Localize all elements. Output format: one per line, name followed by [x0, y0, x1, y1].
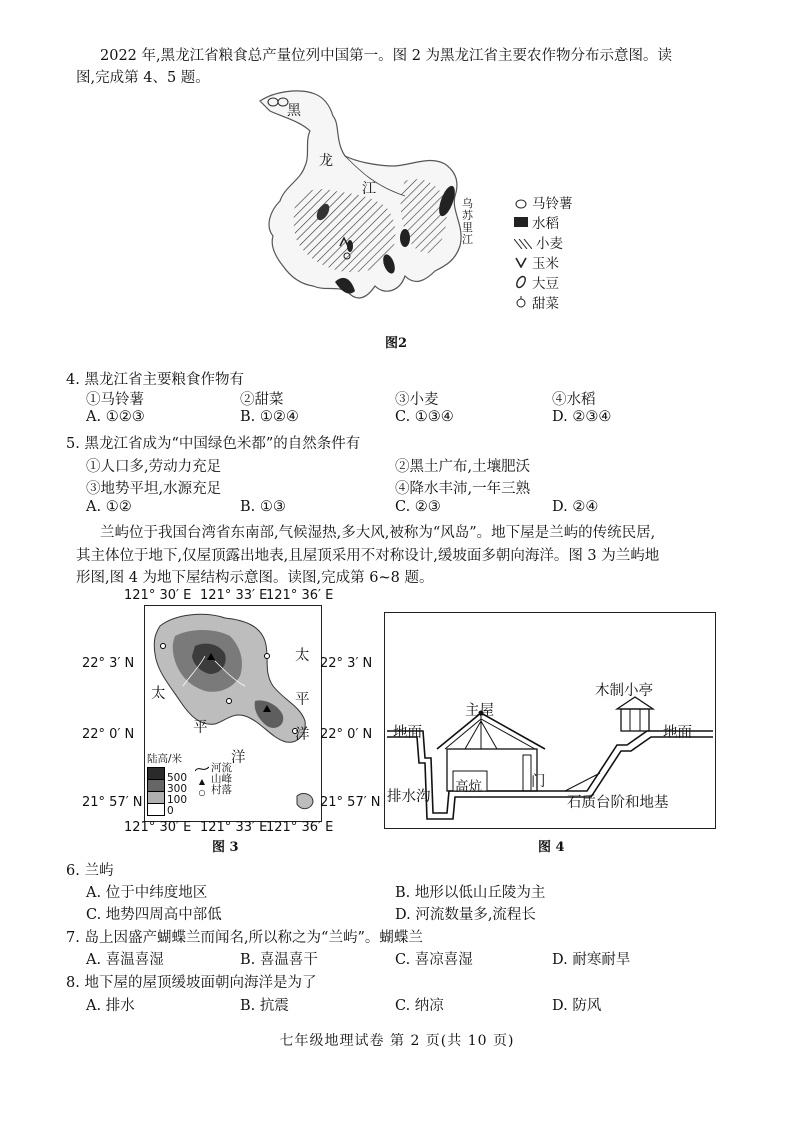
- corn-icon: [514, 256, 528, 268]
- fig3-lat-right-2: 22° 0′ N: [320, 727, 373, 742]
- heilongjiang-crop-map: [255, 86, 495, 326]
- potato-icon: [514, 197, 528, 207]
- q4-stem: 4. 黑龙江省主要粮食作物有: [66, 372, 244, 388]
- legend-wheat: 小麦: [514, 232, 563, 252]
- q5-item-2: ②黑土广布,土壤肥沃: [395, 459, 531, 475]
- fig3-lon-bottom-3: 121° 36′ E: [266, 820, 334, 835]
- legend-beet: 甜菜: [514, 292, 559, 312]
- q5-option-c[interactable]: C. ②③: [395, 499, 441, 515]
- beet-icon: [514, 296, 528, 308]
- river-icon: [195, 765, 209, 773]
- fig3-lat-right-1: 22° 3′ N: [320, 656, 373, 671]
- fig2-caption: 图2: [385, 336, 408, 351]
- fig3-legend-title: 陆高/米: [147, 753, 183, 765]
- fig2-legend: [514, 192, 614, 322]
- rice-icon: [514, 217, 528, 227]
- q4-option-c[interactable]: C. ①③④: [395, 409, 454, 425]
- label-drain: 排水沟: [387, 789, 431, 805]
- sea-right-ping: 平: [295, 692, 310, 708]
- q4-item-3: ③小麦: [395, 392, 439, 408]
- q7-option-a[interactable]: A. 喜温喜湿: [86, 952, 164, 968]
- map-label-long: 龙: [319, 153, 333, 169]
- label-main-house: 主屋: [465, 703, 494, 719]
- map-label-wusuli: 乌 苏 里 江: [462, 197, 473, 246]
- q7-option-b[interactable]: B. 喜温喜干: [240, 952, 318, 968]
- q5-stem: 5. 黑龙江省成为“中国绿色米都”的自然条件有: [66, 436, 361, 452]
- sea-left-ping: 平: [193, 720, 208, 736]
- legend-corn: 玉米: [514, 252, 559, 272]
- q4-option-b[interactable]: B. ①②④: [240, 409, 299, 425]
- intro1-line2: 图,完成第 4、5 题。: [76, 70, 210, 86]
- q7-option-c[interactable]: C. 喜凉喜湿: [395, 952, 473, 968]
- soybean-icon: [514, 275, 528, 289]
- q8-stem: 8. 地下屋的屋顶缓坡面朝向海洋是为了: [66, 975, 317, 991]
- q8-option-a[interactable]: A. 排水: [86, 998, 135, 1014]
- label-steps: 石质台阶和地基: [567, 795, 669, 811]
- fig3-level-100: 100: [167, 794, 188, 806]
- intro2-line1: 兰屿位于我国台湾省东南部,气候湿热,多大风,被称为“风岛”。地下屋是兰屿的传统民居,: [100, 525, 656, 541]
- fig3-lon-top-1: 121° 30′ E: [124, 588, 192, 603]
- fig3-caption: 图 3: [212, 840, 239, 855]
- fig3-symbol-legend: 河流 ▲ 山峰 ○ 村落: [195, 763, 232, 796]
- sea-right-yang: 洋: [295, 727, 310, 743]
- q5-item-3: ③地势平坦,水源充足: [86, 481, 222, 497]
- fig3-lat-left-3: 21° 57′ N: [82, 795, 143, 810]
- q6-option-c[interactable]: C. 地势四周高中部低: [86, 907, 222, 923]
- peak-icon: ▲: [198, 776, 206, 786]
- q8-option-d[interactable]: D. 防风: [552, 998, 602, 1014]
- intro1-line1: 2022 年,黑龙江省粮食总产量位列中国第一。图 2 为黑龙江省主要农作物分布示意图。读: [100, 48, 673, 64]
- q6-option-d[interactable]: D. 河流数量多,流程长: [395, 907, 536, 923]
- q7-stem: 7. 岛上因盛产蝴蝶兰而闻名,所以称之为“兰屿”。蝴蝶兰: [66, 930, 423, 946]
- q4-option-a[interactable]: A. ①②③: [86, 409, 145, 425]
- fig3-level-500: 500: [167, 772, 188, 784]
- q6-option-a[interactable]: A. 位于中纬度地区: [86, 885, 208, 901]
- fig3-lat-left-2: 22° 0′ N: [82, 727, 135, 742]
- map-label-jiang: 江: [362, 181, 376, 197]
- q5-option-d[interactable]: D. ②④: [552, 499, 599, 515]
- fig3-lon-top-2: 121° 33′ E: [200, 588, 268, 603]
- wheat-icon: [514, 237, 532, 247]
- q5-item-1: ①人口多,劳动力充足: [86, 459, 222, 475]
- fig3-lon-bottom-1: 121° 30′ E: [124, 820, 192, 835]
- fig3-lat-left-1: 22° 3′ N: [82, 656, 135, 671]
- legend-soybean: 大豆: [514, 272, 559, 292]
- label-bed: 高炕: [455, 779, 482, 795]
- fig3-lon-bottom-2: 121° 33′ E: [200, 820, 268, 835]
- q5-option-a[interactable]: A. ①②: [86, 499, 132, 515]
- q5-option-b[interactable]: B. ①③: [240, 499, 286, 515]
- sea-left-tai: 太: [151, 686, 166, 702]
- label-ground-left: 地面: [393, 725, 422, 741]
- lanyu-terrain-map: [144, 605, 322, 822]
- fig4-caption: 图 4: [538, 840, 565, 855]
- label-door: 门: [531, 774, 546, 790]
- q4-item-4: ④水稻: [552, 392, 596, 408]
- q8-option-b[interactable]: B. 抗震: [240, 998, 289, 1014]
- q8-option-c[interactable]: C. 纳凉: [395, 998, 444, 1014]
- village-icon: ○: [198, 787, 206, 797]
- map-label-hei: 黑: [287, 103, 301, 119]
- fig3-lat-right-3: 21° 57′ N: [320, 795, 381, 810]
- underground-house-diagram: [384, 612, 716, 829]
- legend-rice: 水稻: [514, 212, 559, 232]
- intro2-line3: 形图,图 4 为地下屋结构示意图。读图,完成第 6~8 题。: [76, 570, 434, 586]
- legend-potato: 马铃薯: [514, 192, 573, 212]
- q4-item-1: ①马铃薯: [86, 392, 144, 408]
- sea-left-yang: 洋: [231, 750, 246, 766]
- label-pavilion: 木制小亭: [595, 683, 653, 699]
- q4-option-d[interactable]: D. ②③④: [552, 409, 612, 425]
- fig3-level-0: 0: [167, 805, 174, 817]
- page-footer: 七年级地理试卷 第 2 页(共 10 页): [279, 1033, 515, 1049]
- intro2-line2: 其主体位于地下,仅屋顶露出地表,且屋顶采用不对称设计,缓坡面多朝向海洋。图 3 为兰屿地: [76, 548, 660, 564]
- q4-item-2: ②甜菜: [240, 392, 284, 408]
- q5-item-4: ④降水丰沛,一年三熟: [395, 481, 531, 497]
- fig3-lon-top-3: 121° 36′ E: [266, 588, 334, 603]
- q7-option-d[interactable]: D. 耐寒耐旱: [552, 952, 631, 968]
- q6-option-b[interactable]: B. 地形以低山丘陵为主: [395, 885, 546, 901]
- q6-stem: 6. 兰屿: [66, 863, 114, 879]
- fig3-level-300: 300: [167, 783, 188, 795]
- sea-right-tai: 太: [295, 648, 310, 664]
- label-ground-right: 地面: [663, 725, 692, 741]
